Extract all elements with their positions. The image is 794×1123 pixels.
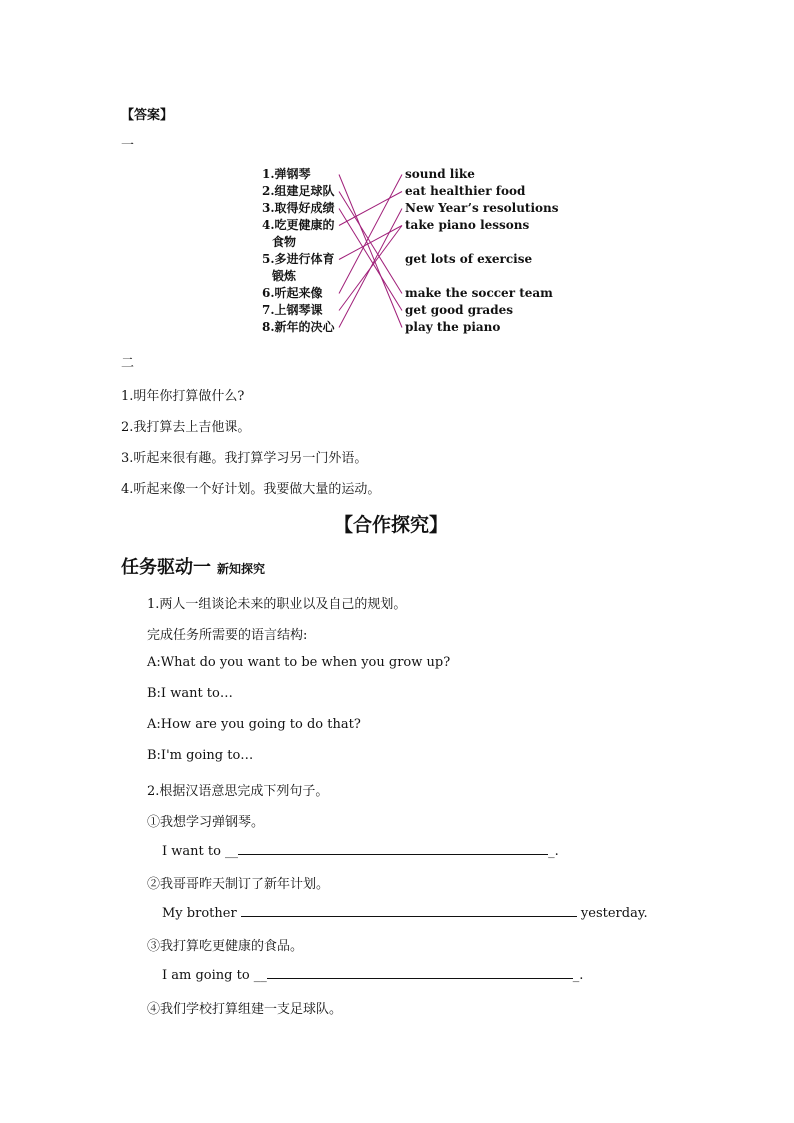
- matching-line: [339, 175, 402, 294]
- matching-line: [339, 226, 402, 260]
- sentence-1-prefix: I want to __: [162, 844, 239, 859]
- section-two-mark: 二: [121, 356, 135, 371]
- matching-lines: [0, 0, 794, 400]
- sentence-3-prompt: ③我打算吃更健康的食品。: [147, 939, 304, 954]
- matching-left-item: 3.取得好成绩: [262, 201, 335, 215]
- sentence-2-prefix: My brother: [162, 906, 241, 921]
- sentence-2-prompt: ②我哥哥昨天制订了新年计划。: [147, 877, 330, 892]
- dialogue-line-3: A:How are you going to do that?: [147, 717, 361, 732]
- answer-4: 4.听起来像一个好计划。我要做大量的运动。: [121, 482, 381, 497]
- matching-left-item: 5.多进行体育: [262, 252, 335, 266]
- matching-right-item: make the soccer team: [405, 286, 553, 300]
- sentence-2-blank[interactable]: [241, 904, 577, 917]
- answer-2: 2.我打算去上吉他课。: [121, 420, 251, 435]
- matching-right-item: take piano lessons: [405, 218, 530, 232]
- matching-right-item: get good grades: [405, 303, 513, 317]
- sentence-4-prompt: ④我们学校打算组建一支足球队。: [147, 1002, 343, 1017]
- sentence-2-fill: [162, 904, 648, 921]
- matching-left-item: 锻炼: [272, 269, 297, 283]
- matching-line: [339, 209, 402, 311]
- matching-right-item: sound like: [405, 167, 475, 181]
- dialogue-line-1: A:What do you want to be when you grow up?: [147, 655, 451, 670]
- answer-heading: 【答案】: [121, 108, 174, 123]
- sentence-1-prompt: ①我想学习弹钢琴。: [147, 815, 265, 830]
- sentence-1-suffix: _.: [548, 844, 559, 859]
- sentence-1-blank[interactable]: [238, 842, 548, 855]
- dialogue-line-2: B:I want to…: [147, 686, 233, 701]
- sentence-3-prefix: I am going to __: [162, 968, 267, 983]
- sentence-1-fill: [162, 842, 559, 859]
- question-1: 1.两人一组谈论未来的职业以及自己的规划。: [147, 597, 407, 612]
- answer-1: 1.明年你打算做什么?: [121, 389, 245, 404]
- sentence-3-fill: [162, 966, 583, 983]
- sentence-3-blank[interactable]: [267, 966, 573, 979]
- matching-line: [339, 175, 402, 328]
- matching-right-item: eat healthier food: [405, 184, 526, 198]
- task-heading: [121, 553, 265, 579]
- sentence-3-suffix: _.: [572, 968, 584, 983]
- sentence-2-suffix: yesterday.: [576, 906, 648, 921]
- language-structure-label: 完成任务所需要的语言结构:: [147, 628, 308, 643]
- matching-left-item: 6.听起来像: [262, 286, 323, 300]
- task-subtitle: 新知探究: [217, 562, 266, 576]
- answer-3: 3.听起来很有趣。我打算学习另一门外语。: [121, 451, 368, 466]
- matching-left-item: 4.吃更健康的: [262, 218, 335, 232]
- task-title: 任务驱动一: [121, 557, 211, 578]
- section-one-mark: 一: [121, 138, 135, 153]
- matching-right-item: get lots of exercise: [405, 252, 533, 266]
- dialogue-line-4: B:I'm going to…: [147, 748, 254, 763]
- matching-left-item: 1.弹钢琴: [262, 167, 311, 181]
- matching-right-item: New Year’s resolutions: [405, 201, 559, 215]
- coop-title: 【合作探究】: [334, 514, 449, 536]
- matching-left-item: 2.组建足球队: [262, 184, 335, 198]
- matching-left-item: 8.新年的决心: [262, 320, 335, 334]
- matching-left-item: 7.上钢琴课: [262, 303, 323, 317]
- question-2: 2.根据汉语意思完成下列句子。: [147, 784, 329, 799]
- matching-left-item: 食物: [272, 235, 297, 249]
- matching-right-item: play the piano: [405, 320, 501, 334]
- matching-line: [339, 209, 402, 328]
